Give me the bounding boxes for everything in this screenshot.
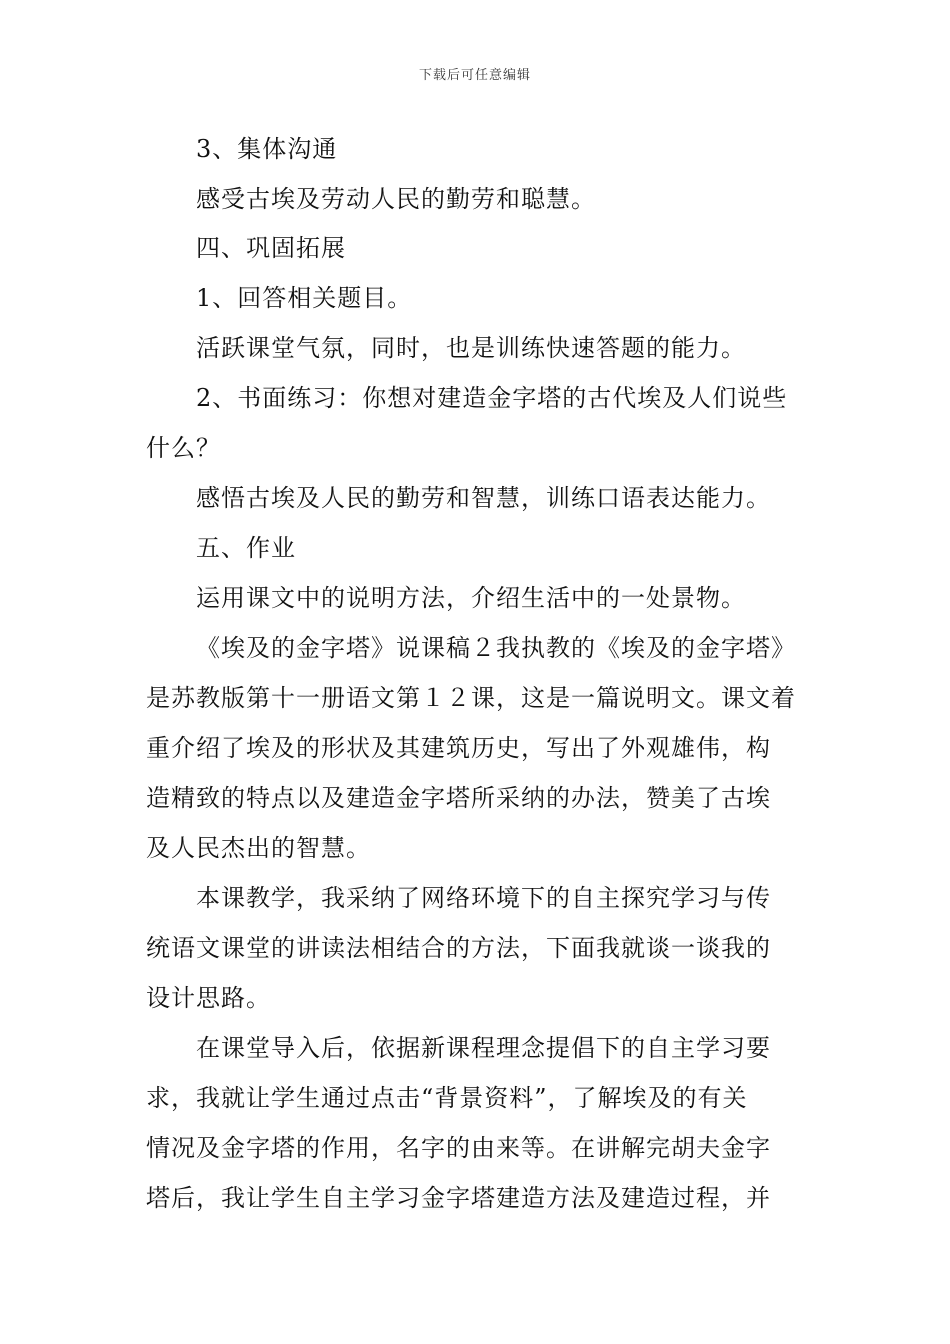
text-line: 1、回答相关题目。	[196, 284, 413, 312]
text-line: 重介绍了埃及的形状及其建筑历史，写出了外观雄伟，构	[146, 734, 771, 762]
text-line: 设计思路。	[146, 984, 271, 1012]
text-line: 3、集体沟通	[196, 135, 338, 163]
page-header: 下载后可任意编辑	[418, 68, 531, 83]
text-line: 塔后，我让学生自主学习金字塔建造方法及建造过程，并	[146, 1184, 771, 1212]
text-line: 及人民杰出的智慧。	[146, 834, 371, 862]
text-line: 什么？	[146, 434, 221, 462]
text-line: 情况及金字塔的作用，名字的由来等。在讲解完胡夫金字	[146, 1134, 771, 1162]
text-line: 2、书面练习：你想对建造金字塔的古代埃及人们说些	[196, 384, 788, 412]
text-line: 四、巩固拓展	[196, 234, 346, 262]
text-line: 本课教学，我采纳了网络环境下的自主探究学习与传	[196, 884, 771, 912]
text-line: 在课堂导入后，依据新课程理念提倡下的自主学习要	[196, 1034, 771, 1062]
text-line: 活跃课堂气氛，同时，也是训练快速答题的能力。	[196, 334, 746, 362]
text-line: 《埃及的金字塔》说课稿２我执教的《埃及的金字塔》	[196, 634, 796, 662]
text-line: 运用课文中的说明方法，介绍生活中的一处景物。	[196, 584, 746, 612]
text-line: 感悟古埃及人民的勤劳和智慧，训练口语表达能力。	[196, 484, 771, 512]
text-line: 求，我就让学生通过点击“背景资料”，了解埃及的有关	[146, 1084, 748, 1112]
text-line: 统语文课堂的讲读法相结合的方法，下面我就谈一谈我的	[146, 934, 771, 962]
text-line: 造精致的特点以及建造金字塔所采纳的办法，赞美了古埃	[146, 784, 771, 812]
text-line: 感受古埃及劳动人民的勤劳和聪慧。	[196, 185, 596, 213]
text-line: 五、作业	[196, 534, 296, 562]
text-line: 是苏教版第十一册语文第１２课，这是一篇说明文。课文着	[146, 684, 796, 712]
